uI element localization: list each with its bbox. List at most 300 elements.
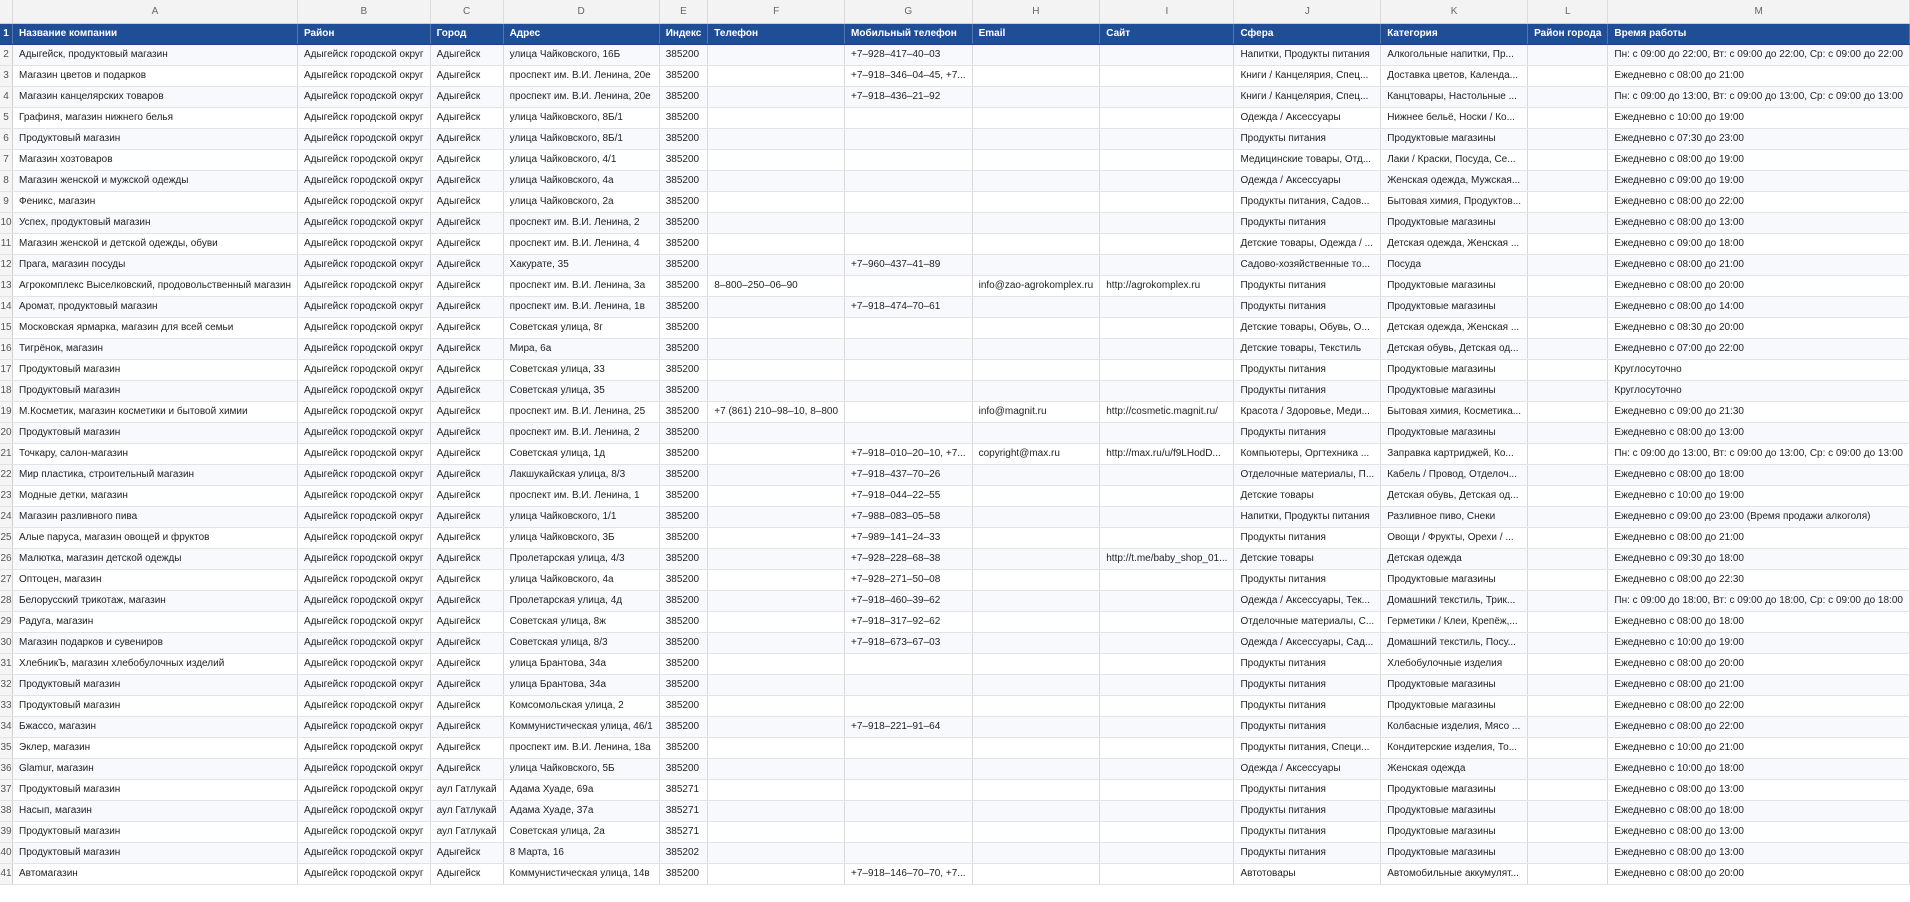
cell[interactable]: Ежедневно с 08:00 до 19:00 (1608, 150, 1910, 171)
row-number[interactable]: 31 (0, 654, 13, 675)
cell[interactable]: Продукты питания (1234, 843, 1381, 864)
cell[interactable]: Продукты питания, Садов... (1234, 192, 1381, 213)
cell[interactable]: Адыгейск городской округ (297, 276, 430, 297)
cell[interactable]: Адыгейск городской округ (297, 822, 430, 843)
cell[interactable]: Адыгейск (430, 87, 503, 108)
column-header[interactable]: M (1608, 0, 1910, 24)
cell[interactable] (972, 87, 1100, 108)
cell[interactable]: Glamur, магазин (13, 759, 298, 780)
header-cell[interactable]: Город (430, 24, 503, 45)
cell[interactable]: Адыгейск городской округ (297, 339, 430, 360)
cell[interactable]: Женская одежда (1381, 759, 1528, 780)
cell[interactable] (708, 192, 845, 213)
cell[interactable] (972, 171, 1100, 192)
cell[interactable]: Заправка картриджей, Ко... (1381, 444, 1528, 465)
cell[interactable]: Адыгейск городской округ (297, 780, 430, 801)
cell[interactable]: проспект им. В.И. Ленина, 2 (503, 423, 659, 444)
cell[interactable]: 385271 (659, 801, 708, 822)
cell[interactable]: 385200 (659, 381, 708, 402)
cell[interactable]: Пн: с 09:00 до 13:00, Вт: с 09:00 до 13:00, Ср: с 09:00 до 13:00 (1608, 444, 1910, 465)
cell[interactable]: Адыгейск городской округ (297, 213, 430, 234)
cell[interactable] (1100, 66, 1234, 87)
row-number[interactable]: 19 (0, 402, 13, 423)
row-number[interactable]: 32 (0, 675, 13, 696)
row-number[interactable]: 28 (0, 591, 13, 612)
cell[interactable]: Адыгейск городской округ (297, 444, 430, 465)
cell[interactable]: Продуктовый магазин (13, 822, 298, 843)
header-cell[interactable]: Время работы (1608, 24, 1910, 45)
cell[interactable]: Кондитерские изделия, То... (1381, 738, 1528, 759)
cell[interactable] (708, 108, 845, 129)
cell[interactable]: Ежедневно с 09:00 до 19:00 (1608, 171, 1910, 192)
row-number[interactable]: 6 (0, 129, 13, 150)
cell[interactable]: Ежедневно с 09:00 до 23:00 (Время продажи алкоголя) (1608, 507, 1910, 528)
cell[interactable]: Магазин подарков и сувениров (13, 633, 298, 654)
cell[interactable]: Адыгейск (430, 570, 503, 591)
cell[interactable]: Агрокомплекс Выселковский, продовольственный магазин (13, 276, 298, 297)
row-number[interactable]: 22 (0, 465, 13, 486)
cell[interactable]: Адыгейск городской округ (297, 654, 430, 675)
cell[interactable] (972, 129, 1100, 150)
cell[interactable]: Малютка, магазин детской одежды (13, 549, 298, 570)
cell[interactable]: Ежедневно с 08:00 до 20:00 (1608, 276, 1910, 297)
header-cell[interactable]: Район (297, 24, 430, 45)
cell[interactable]: Продуктовые магазины (1381, 297, 1528, 318)
cell[interactable]: Детские товары (1234, 486, 1381, 507)
cell[interactable] (972, 234, 1100, 255)
column-header[interactable]: E (659, 0, 708, 24)
cell[interactable]: улица Чайковского, 8Б/1 (503, 129, 659, 150)
cell[interactable]: Адыгейск, продуктовый магазин (13, 45, 298, 66)
cell[interactable]: Адыгейск городской округ (297, 864, 430, 885)
cell[interactable]: Продуктовые магазины (1381, 843, 1528, 864)
cell[interactable]: Колбасные изделия, Мясо ... (1381, 717, 1528, 738)
cell[interactable]: Адыгейск (430, 234, 503, 255)
cell[interactable]: Адыгейск (430, 759, 503, 780)
cell[interactable]: Магазин канцелярских товаров (13, 87, 298, 108)
cell[interactable]: Ежедневно с 08:00 до 18:00 (1608, 801, 1910, 822)
cell[interactable]: Адыгейск городской округ (297, 717, 430, 738)
cell[interactable]: Продукты питания (1234, 801, 1381, 822)
cell[interactable] (845, 822, 973, 843)
cell[interactable]: Ежедневно с 08:00 до 21:00 (1608, 255, 1910, 276)
cell[interactable] (1100, 717, 1234, 738)
cell[interactable] (1100, 87, 1234, 108)
cell[interactable]: улица Чайковского, 4а (503, 570, 659, 591)
cell[interactable] (708, 549, 845, 570)
cell[interactable]: info@magnit.ru (972, 402, 1100, 423)
cell[interactable] (708, 780, 845, 801)
cell[interactable]: 385200 (659, 528, 708, 549)
row-number[interactable]: 16 (0, 339, 13, 360)
cell[interactable]: Мира, 6а (503, 339, 659, 360)
cell[interactable] (1528, 171, 1608, 192)
row-number[interactable]: 24 (0, 507, 13, 528)
cell[interactable] (972, 759, 1100, 780)
cell[interactable] (1100, 675, 1234, 696)
cell[interactable]: Адыгейск (430, 150, 503, 171)
cell[interactable]: Точкару, салон-магазин (13, 444, 298, 465)
cell[interactable]: Ежедневно с 08:00 до 20:00 (1608, 654, 1910, 675)
cell[interactable]: улица Чайковского, 5Б (503, 759, 659, 780)
header-cell[interactable]: Район города (1528, 24, 1608, 45)
cell[interactable]: Продуктовые магазины (1381, 780, 1528, 801)
cell[interactable]: 385200 (659, 339, 708, 360)
cell[interactable]: Продукты питания (1234, 570, 1381, 591)
cell[interactable] (1100, 759, 1234, 780)
cell[interactable]: Одежда / Аксессуары (1234, 759, 1381, 780)
cell[interactable]: Модные детки, магазин (13, 486, 298, 507)
cell[interactable] (1528, 549, 1608, 570)
cell[interactable]: 385200 (659, 717, 708, 738)
cell[interactable]: Продукты питания (1234, 423, 1381, 444)
cell[interactable] (1100, 780, 1234, 801)
cell[interactable]: Адыгейск городской округ (297, 171, 430, 192)
cell[interactable]: 385200 (659, 486, 708, 507)
cell[interactable]: Коммунистическая улица, 14в (503, 864, 659, 885)
cell[interactable]: Адыгейск (430, 318, 503, 339)
cell[interactable]: Домашний текстиль, Посу... (1381, 633, 1528, 654)
cell[interactable] (1528, 66, 1608, 87)
cell[interactable]: Адыгейск (430, 129, 503, 150)
cell[interactable]: Продуктовые магазины (1381, 822, 1528, 843)
cell[interactable] (972, 213, 1100, 234)
cell[interactable]: Продуктовый магазин (13, 843, 298, 864)
cell[interactable] (972, 570, 1100, 591)
cell[interactable]: Круглосуточно (1608, 381, 1910, 402)
cell[interactable] (708, 675, 845, 696)
cell[interactable]: Адыгейск городской округ (297, 612, 430, 633)
cell[interactable] (1100, 591, 1234, 612)
cell[interactable] (1528, 192, 1608, 213)
cell[interactable]: Адыгейск (430, 507, 503, 528)
cell[interactable]: Адыгейск городской округ (297, 381, 430, 402)
cell[interactable]: copyright@max.ru (972, 444, 1100, 465)
cell[interactable]: 385200 (659, 465, 708, 486)
cell[interactable] (972, 507, 1100, 528)
cell[interactable] (1100, 801, 1234, 822)
cell[interactable]: Адыгейск (430, 738, 503, 759)
cell[interactable]: Ежедневно с 08:00 до 22:30 (1608, 570, 1910, 591)
header-cell[interactable]: Сфера (1234, 24, 1381, 45)
cell[interactable] (845, 171, 973, 192)
cell[interactable]: Ежедневно с 09:30 до 18:00 (1608, 549, 1910, 570)
cell[interactable]: Ежедневно с 07:00 до 22:00 (1608, 339, 1910, 360)
cell[interactable]: Адыгейск (430, 339, 503, 360)
cell[interactable] (1528, 255, 1608, 276)
cell[interactable]: Книги / Канцелярия, Спец... (1234, 87, 1381, 108)
cell[interactable] (708, 234, 845, 255)
cell[interactable]: Адыгейск (430, 486, 503, 507)
cell[interactable]: Детские товары, Обувь, О... (1234, 318, 1381, 339)
cell[interactable] (708, 465, 845, 486)
cell[interactable]: Советская улица, 1д (503, 444, 659, 465)
cell[interactable] (1528, 675, 1608, 696)
cell[interactable]: +7‒928‒228‒68‒38 (845, 549, 973, 570)
cell[interactable] (1528, 129, 1608, 150)
cell[interactable] (708, 150, 845, 171)
cell[interactable] (845, 318, 973, 339)
cell[interactable] (708, 45, 845, 66)
cell[interactable] (708, 486, 845, 507)
cell[interactable] (845, 423, 973, 444)
cell[interactable] (972, 780, 1100, 801)
column-header[interactable]: F (708, 0, 845, 24)
row-number[interactable]: 8 (0, 171, 13, 192)
row-number[interactable]: 17 (0, 360, 13, 381)
cell[interactable]: 8‒800‒250‒06‒90 (708, 276, 845, 297)
cell[interactable]: аул Гатлукай (430, 780, 503, 801)
cell[interactable]: +7‒989‒141‒24‒33 (845, 528, 973, 549)
cell[interactable]: 385200 (659, 570, 708, 591)
cell[interactable]: Магазин женской и мужской одежды (13, 171, 298, 192)
cell[interactable]: Адыгейск (430, 423, 503, 444)
header-cell[interactable]: Сайт (1100, 24, 1234, 45)
cell[interactable]: Адыгейск (430, 192, 503, 213)
cell[interactable] (1528, 633, 1608, 654)
cell[interactable]: 385200 (659, 150, 708, 171)
cell[interactable]: Продукты питания (1234, 675, 1381, 696)
cell[interactable] (845, 402, 973, 423)
cell[interactable]: 385200 (659, 633, 708, 654)
header-cell[interactable]: Категория (1381, 24, 1528, 45)
cell[interactable] (845, 759, 973, 780)
row-number[interactable]: 13 (0, 276, 13, 297)
cell[interactable]: улица Чайковского, 8Б/1 (503, 108, 659, 129)
cell[interactable]: Медицинские товары, Отд... (1234, 150, 1381, 171)
cell[interactable] (1100, 381, 1234, 402)
cell[interactable] (708, 507, 845, 528)
cell[interactable]: Ежедневно с 10:00 до 19:00 (1608, 108, 1910, 129)
cell[interactable]: Продукты питания (1234, 717, 1381, 738)
cell[interactable]: Ежедневно с 08:00 до 21:00 (1608, 66, 1910, 87)
cell[interactable]: 385200 (659, 213, 708, 234)
cell[interactable]: Хакурате, 35 (503, 255, 659, 276)
cell[interactable]: Алые паруса, магазин овощей и фруктов (13, 528, 298, 549)
cell[interactable]: Прага, магазин посуды (13, 255, 298, 276)
cell[interactable]: +7‒918‒317‒92‒62 (845, 612, 973, 633)
cell[interactable]: Советская улица, 2а (503, 822, 659, 843)
cell[interactable] (1528, 507, 1608, 528)
cell[interactable] (708, 171, 845, 192)
cell[interactable]: Напитки, Продукты питания (1234, 507, 1381, 528)
cell[interactable]: Ежедневно с 09:00 до 18:00 (1608, 234, 1910, 255)
cell[interactable] (972, 318, 1100, 339)
cell[interactable]: Адыгейск городской округ (297, 150, 430, 171)
cell[interactable]: Советская улица, 8ж (503, 612, 659, 633)
cell[interactable]: Радуга, магазин (13, 612, 298, 633)
cell[interactable]: Продукты питания (1234, 822, 1381, 843)
cell[interactable]: Ежедневно с 08:00 до 13:00 (1608, 843, 1910, 864)
cell[interactable]: проспект им. В.И. Ленина, 20е (503, 66, 659, 87)
cell[interactable]: Детская обувь, Детская од... (1381, 339, 1528, 360)
cell[interactable]: Посуда (1381, 255, 1528, 276)
cell[interactable]: Оптоцен, магазин (13, 570, 298, 591)
cell[interactable]: Продуктовые магазины (1381, 276, 1528, 297)
cell[interactable] (1100, 570, 1234, 591)
cell[interactable] (1528, 234, 1608, 255)
cell[interactable]: Ежедневно с 08:00 до 13:00 (1608, 213, 1910, 234)
cell[interactable] (1100, 339, 1234, 360)
cell[interactable]: Адыгейск (430, 171, 503, 192)
cell[interactable]: Продуктовые магазины (1381, 213, 1528, 234)
cell[interactable]: Комсомольская улица, 2 (503, 696, 659, 717)
row-number[interactable]: 7 (0, 150, 13, 171)
cell[interactable] (845, 696, 973, 717)
row-number[interactable]: 36 (0, 759, 13, 780)
cell[interactable]: Продуктовые магазины (1381, 675, 1528, 696)
cell[interactable] (1100, 843, 1234, 864)
cell[interactable]: Аромат, продуктовый магазин (13, 297, 298, 318)
cell[interactable] (708, 360, 845, 381)
cell[interactable] (1528, 402, 1608, 423)
cell[interactable]: Детская одежда, Женская ... (1381, 318, 1528, 339)
cell[interactable]: 385271 (659, 822, 708, 843)
cell[interactable]: Детская одежда, Женская ... (1381, 234, 1528, 255)
cell[interactable]: Пролетарская улица, 4д (503, 591, 659, 612)
cell[interactable] (708, 66, 845, 87)
column-header[interactable]: L (1528, 0, 1608, 24)
cell[interactable]: Ежедневно с 10:00 до 21:00 (1608, 738, 1910, 759)
row-number[interactable]: 27 (0, 570, 13, 591)
cell[interactable]: Лаки / Краски, Посуда, Се... (1381, 150, 1528, 171)
cell[interactable]: Советская улица, 8/3 (503, 633, 659, 654)
cell[interactable]: 385200 (659, 66, 708, 87)
cell[interactable]: Тигрёнок, магазин (13, 339, 298, 360)
cell[interactable]: Магазин цветов и подарков (13, 66, 298, 87)
cell[interactable]: Детские товары (1234, 549, 1381, 570)
cell[interactable]: Адыгейск городской округ (297, 234, 430, 255)
cell[interactable]: Ежедневно с 07:30 до 23:00 (1608, 129, 1910, 150)
cell[interactable]: +7‒918‒437‒70‒26 (845, 465, 973, 486)
cell[interactable] (972, 738, 1100, 759)
cell[interactable]: 385200 (659, 549, 708, 570)
cell[interactable]: +7‒918‒010‒20‒10, +7... (845, 444, 973, 465)
cell[interactable]: Овощи / Фрукты, Орехи / ... (1381, 528, 1528, 549)
cell[interactable]: улица Чайковского, 1/1 (503, 507, 659, 528)
cell[interactable]: проспект им. В.И. Ленина, 20е (503, 87, 659, 108)
cell[interactable]: аул Гатлукай (430, 801, 503, 822)
cell[interactable] (972, 822, 1100, 843)
cell[interactable] (1528, 864, 1608, 885)
cell[interactable]: +7‒988‒083‒05‒58 (845, 507, 973, 528)
cell[interactable]: Продуктовый магазин (13, 381, 298, 402)
row-number[interactable]: 15 (0, 318, 13, 339)
cell[interactable] (845, 192, 973, 213)
cell[interactable]: Бытовая химия, Косметика... (1381, 402, 1528, 423)
cell[interactable] (845, 801, 973, 822)
cell[interactable] (972, 339, 1100, 360)
cell[interactable]: проспект им. В.И. Ленина, 1 (503, 486, 659, 507)
cell[interactable] (1100, 528, 1234, 549)
row-number[interactable]: 40 (0, 843, 13, 864)
cell[interactable] (972, 465, 1100, 486)
cell[interactable]: 385200 (659, 45, 708, 66)
row-number[interactable]: 3 (0, 66, 13, 87)
cell[interactable]: Адыгейск (430, 66, 503, 87)
row-number[interactable]: 2 (0, 45, 13, 66)
cell[interactable]: 385200 (659, 864, 708, 885)
cell[interactable]: Автомобильные аккумулят... (1381, 864, 1528, 885)
cell[interactable] (972, 423, 1100, 444)
cell[interactable]: 385200 (659, 675, 708, 696)
cell[interactable] (708, 612, 845, 633)
cell[interactable]: +7‒928‒271‒50‒08 (845, 570, 973, 591)
cell[interactable]: Ежедневно с 10:00 до 19:00 (1608, 486, 1910, 507)
cell[interactable] (708, 297, 845, 318)
row-number[interactable]: 30 (0, 633, 13, 654)
cell[interactable]: Адыгейск городской округ (297, 549, 430, 570)
cell[interactable]: Адыгейск (430, 654, 503, 675)
cell[interactable] (845, 339, 973, 360)
cell[interactable] (1100, 234, 1234, 255)
cell[interactable]: Детская одежда (1381, 549, 1528, 570)
cell[interactable]: проспект им. В.И. Ленина, 4 (503, 234, 659, 255)
cell[interactable]: Магазин разливного пива (13, 507, 298, 528)
row-number[interactable]: 1 (0, 24, 13, 45)
cell[interactable]: Адыгейск (430, 444, 503, 465)
cell[interactable]: Советская улица, 33 (503, 360, 659, 381)
row-number[interactable]: 14 (0, 297, 13, 318)
cell[interactable]: Напитки, Продукты питания (1234, 45, 1381, 66)
cell[interactable]: Ежедневно с 08:00 до 13:00 (1608, 780, 1910, 801)
cell[interactable] (708, 528, 845, 549)
cell[interactable]: улица Чайковского, 2а (503, 192, 659, 213)
cell[interactable]: +7‒918‒221‒91‒64 (845, 717, 973, 738)
cell[interactable]: Советская улица, 8г (503, 318, 659, 339)
cell[interactable] (972, 108, 1100, 129)
cell[interactable]: Адама Хуаде, 69а (503, 780, 659, 801)
cell[interactable] (1100, 864, 1234, 885)
cell[interactable]: Адыгейск (430, 360, 503, 381)
cell[interactable] (972, 360, 1100, 381)
cell[interactable]: Адыгейск городской округ (297, 66, 430, 87)
cell[interactable] (972, 675, 1100, 696)
row-number[interactable]: 9 (0, 192, 13, 213)
cell[interactable] (1100, 633, 1234, 654)
cell[interactable]: Адыгейск (430, 276, 503, 297)
cell[interactable]: Детская обувь, Детская од... (1381, 486, 1528, 507)
header-cell[interactable]: Мобильный телефон (845, 24, 973, 45)
cell[interactable]: Продуктовые магазины (1381, 570, 1528, 591)
cell[interactable]: Адыгейск городской округ (297, 87, 430, 108)
cell[interactable]: Продукты питания (1234, 129, 1381, 150)
row-number[interactable]: 10 (0, 213, 13, 234)
cell[interactable]: 385200 (659, 423, 708, 444)
cell[interactable] (845, 213, 973, 234)
cell[interactable]: Продуктовый магазин (13, 360, 298, 381)
cell[interactable]: 385202 (659, 843, 708, 864)
cell[interactable]: Продуктовые магазины (1381, 423, 1528, 444)
cell[interactable]: Продукты питания (1234, 360, 1381, 381)
cell[interactable]: Ежедневно с 08:00 до 22:00 (1608, 192, 1910, 213)
column-header[interactable]: I (1100, 0, 1234, 24)
cell[interactable] (1100, 297, 1234, 318)
column-header[interactable]: H (972, 0, 1100, 24)
cell[interactable]: +7‒928‒417‒40‒03 (845, 45, 973, 66)
cell[interactable]: Ежедневно с 08:00 до 18:00 (1608, 465, 1910, 486)
cell[interactable]: Одежда / Аксессуары (1234, 171, 1381, 192)
cell[interactable]: http://agrokomplex.ru (1100, 276, 1234, 297)
cell[interactable]: +7‒918‒044‒22‒55 (845, 486, 973, 507)
cell[interactable]: Адыгейск городской округ (297, 738, 430, 759)
cell[interactable]: Адыгейск городской округ (297, 465, 430, 486)
cell[interactable]: Продуктовый магазин (13, 696, 298, 717)
column-header[interactable]: A (13, 0, 298, 24)
cell[interactable]: Графиня, магазин нижнего белья (13, 108, 298, 129)
column-header[interactable]: B (297, 0, 430, 24)
cell[interactable] (708, 654, 845, 675)
